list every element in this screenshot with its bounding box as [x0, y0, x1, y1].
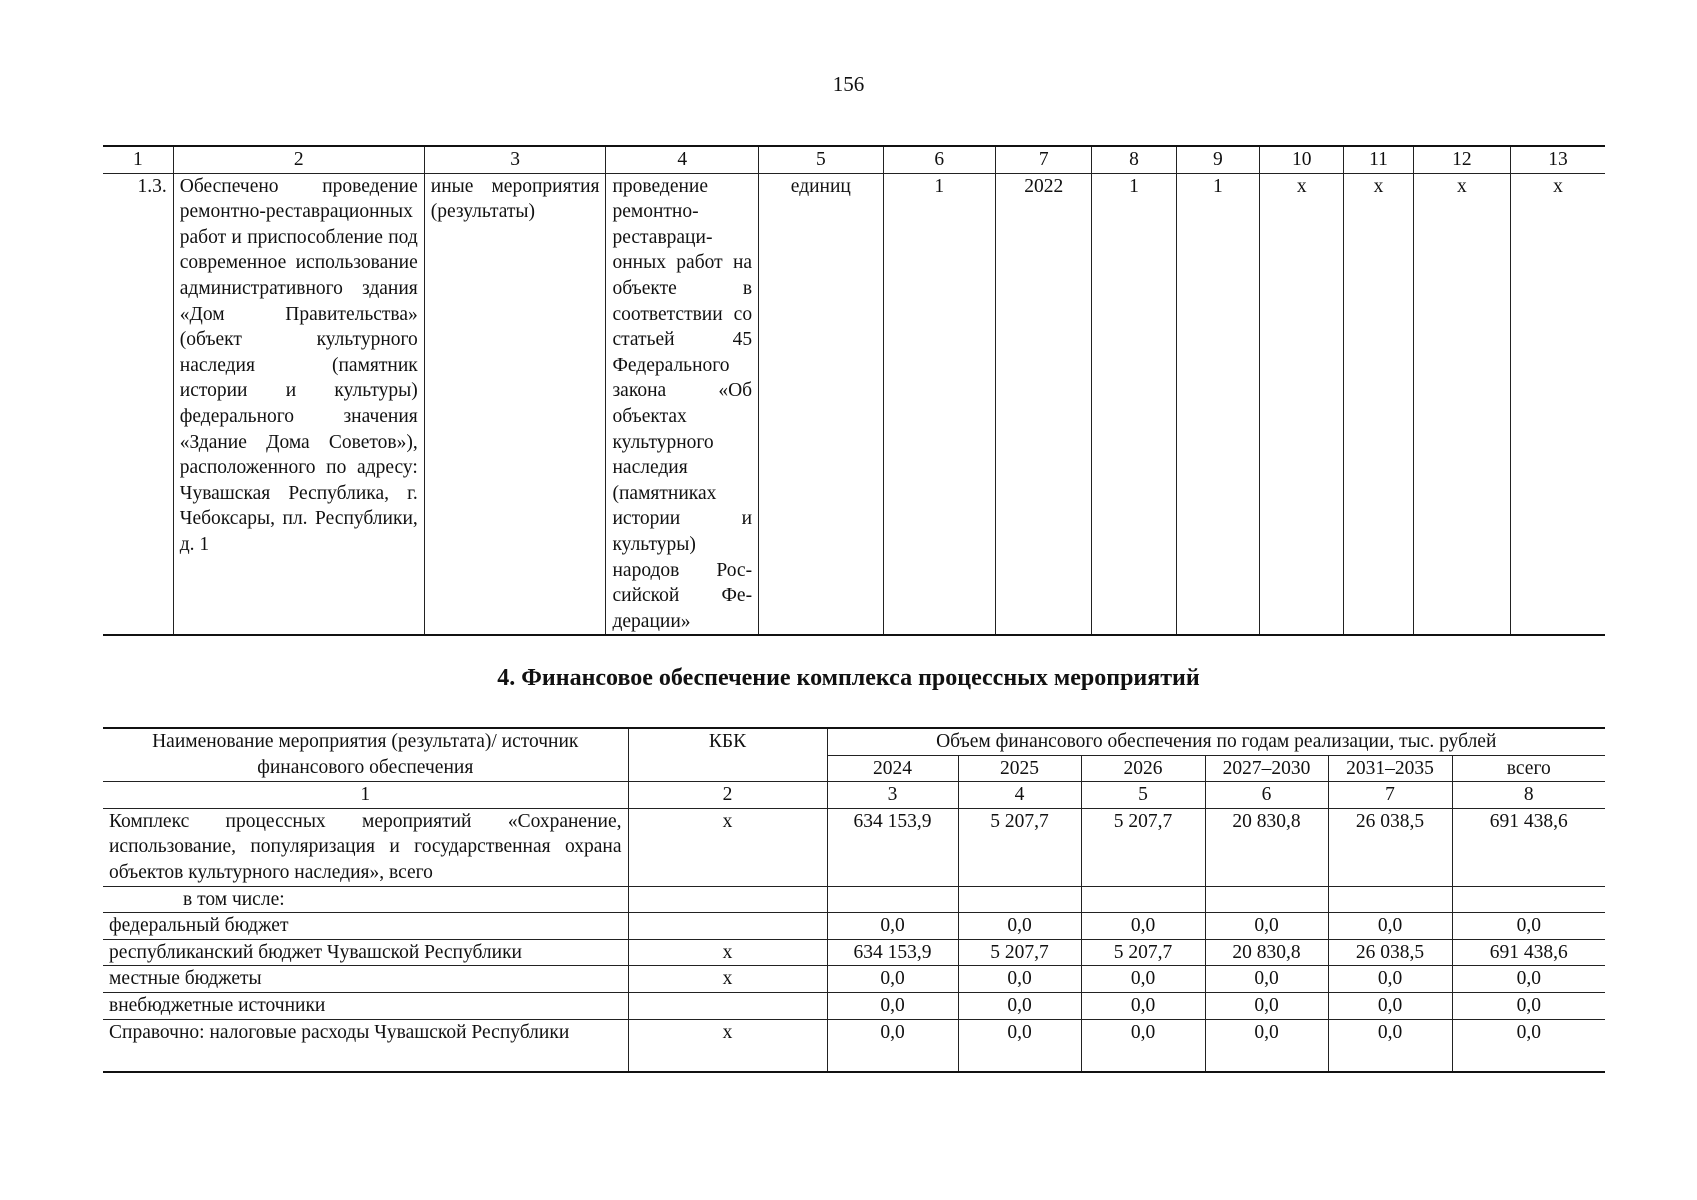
- table-header-row: [103, 728, 1605, 755]
- row-number: 1.3.: [103, 173, 173, 635]
- value-cell: 0,0: [958, 913, 1081, 940]
- header-kbk: КБК: [628, 728, 827, 782]
- col-number: 8: [1092, 146, 1176, 173]
- col-number: 10: [1260, 146, 1344, 173]
- value-cell: 0,0: [1452, 966, 1605, 993]
- col-number: 11: [1344, 146, 1413, 173]
- value-cell: 0,0: [1081, 913, 1205, 940]
- row-kbk: х: [628, 808, 827, 886]
- financing-table: [103, 727, 1605, 1073]
- col-number: 3: [424, 146, 606, 173]
- value-cell: 20 830,8: [1205, 939, 1328, 966]
- col-number: 3: [827, 782, 958, 809]
- value-cell: 0,0: [1328, 992, 1452, 1019]
- year-header: 2025: [958, 755, 1081, 782]
- value-cell: 1: [1176, 173, 1259, 635]
- col-number: 5: [1081, 782, 1205, 809]
- section-title: 4. Финансовое обеспечение комплекса процессных мероприятий: [497, 665, 1200, 691]
- value-cell: 0,0: [1328, 966, 1452, 993]
- value-cell: 0,0: [1205, 1019, 1328, 1072]
- header-volume: Объем финансового обеспечения по годам реализации, тыс. рублей: [827, 728, 1605, 755]
- col-number: 12: [1413, 146, 1510, 173]
- table-row: [103, 886, 1605, 913]
- table-header-row: [103, 146, 1605, 173]
- row-name: федеральный бюджет: [103, 913, 628, 940]
- value-cell: 0,0: [1205, 992, 1328, 1019]
- value-cell: 0,0: [958, 966, 1081, 993]
- row-kbk: [628, 992, 827, 1019]
- value-cell: 0,0: [958, 992, 1081, 1019]
- row-name: Справочно: налоговые расходы Чувашской Республики: [103, 1019, 628, 1072]
- column-numbers-row: [103, 782, 1605, 809]
- value-cell: 634 153,9: [827, 939, 958, 966]
- header-name: Наименование мероприятия (результата)/ источник финансового обеспечения: [103, 728, 628, 782]
- row-kbk: х: [628, 1019, 827, 1072]
- value-cell: 0,0: [1081, 966, 1205, 993]
- value-cell: 0,0: [1328, 913, 1452, 940]
- value-cell: 691 438,6: [1452, 808, 1605, 886]
- value-cell: 634 153,9: [827, 808, 958, 886]
- row-name: местные бюджеты: [103, 966, 628, 993]
- value-cell: [1081, 886, 1205, 913]
- row-name: в том числе:: [103, 886, 628, 913]
- row-kbk: [628, 886, 827, 913]
- value-cell: 26 038,5: [1328, 939, 1452, 966]
- value-cell: 0,0: [1081, 1019, 1205, 1072]
- value-cell: 0,0: [827, 1019, 958, 1072]
- value-cell: 5 207,7: [958, 939, 1081, 966]
- value-cell: 0,0: [827, 992, 958, 1019]
- value-cell: 5 207,7: [1081, 808, 1205, 886]
- value-cell: 0,0: [827, 966, 958, 993]
- row-name: внебюджетные источники: [103, 992, 628, 1019]
- result-name: Обеспечено проведение ремонтно-реставрационных работ и приспособление под современное использование административного здания «Дом Правительства» (объект культурного наследия (памятник истории и культуры) федерального значения «Здание Дома Советов»), расположенного по адресу: Чувашская Республика, г. Чебоксары, пл. Республики, д. 1: [173, 173, 424, 635]
- value-cell: 20 830,8: [1205, 808, 1328, 886]
- value-cell: 0,0: [1452, 913, 1605, 940]
- result-type: иные мероприятия (результаты): [424, 173, 606, 635]
- col-number: 2: [628, 782, 827, 809]
- value-cell: 5 207,7: [1081, 939, 1205, 966]
- col-number: 4: [958, 782, 1081, 809]
- value-cell: 0,0: [1205, 913, 1328, 940]
- table-row: [103, 913, 1605, 940]
- row-kbk: х: [628, 966, 827, 993]
- table-row: [103, 939, 1605, 966]
- year-header: всего: [1452, 755, 1605, 782]
- row-name: республиканский бюджет Чувашской Республики: [103, 939, 628, 966]
- col-number: 13: [1511, 146, 1605, 173]
- col-number: 8: [1452, 782, 1605, 809]
- value-cell: 0,0: [1452, 1019, 1605, 1072]
- page-number: 156: [832, 72, 865, 96]
- value-cell: [1328, 886, 1452, 913]
- col-number: 1: [103, 782, 628, 809]
- value-cell: 0,0: [1081, 992, 1205, 1019]
- value-cell: 0,0: [1205, 966, 1328, 993]
- value-cell: 0,0: [1328, 1019, 1452, 1072]
- value-cell: 1: [1092, 173, 1176, 635]
- col-number: 7: [996, 146, 1092, 173]
- value-cell: [1452, 886, 1605, 913]
- value-cell: [827, 886, 958, 913]
- base-value: 1: [883, 173, 995, 635]
- col-number: 2: [173, 146, 424, 173]
- result-characteristic: проведение ремонтно-реставрационных работ на объекте в соответствии со статьей 45 Федерального закона «Об объектах культурного наследия (памятниках истории и культуры) народов Российской Федерации»: [606, 173, 759, 635]
- value-cell: 0,0: [958, 1019, 1081, 1072]
- value-cell: х: [1511, 173, 1605, 635]
- value-cell: 691 438,6: [1452, 939, 1605, 966]
- col-number: 1: [103, 146, 173, 173]
- year-header: 2024: [827, 755, 958, 782]
- year-header: 2026: [1081, 755, 1205, 782]
- value-cell: 0,0: [1452, 992, 1605, 1019]
- value-cell: х: [1344, 173, 1413, 635]
- value-cell: х: [1260, 173, 1344, 635]
- col-number: 5: [759, 146, 883, 173]
- col-number: 6: [883, 146, 995, 173]
- year-header: 2031–2035: [1328, 755, 1452, 782]
- value-cell: [1205, 886, 1328, 913]
- year-header: 2027–2030: [1205, 755, 1328, 782]
- table-row: [103, 992, 1605, 1019]
- value-cell: 26 038,5: [1328, 808, 1452, 886]
- row-name: Комплекс процессных мероприятий «Сохранение, использование, популяризация и государственная охрана объектов культурного наследия», всего: [103, 808, 628, 886]
- col-number: 7: [1328, 782, 1452, 809]
- table-row: [103, 173, 1605, 635]
- row-kbk: х: [628, 939, 827, 966]
- value-cell: х: [1413, 173, 1510, 635]
- value-cell: 0,0: [827, 913, 958, 940]
- col-number: 9: [1176, 146, 1259, 173]
- unit: единиц: [759, 173, 883, 635]
- table-row: [103, 966, 1605, 993]
- base-year: 2022: [996, 173, 1092, 635]
- col-number: 4: [606, 146, 759, 173]
- table-row: [103, 1019, 1605, 1072]
- table-row: [103, 808, 1605, 886]
- row-kbk: [628, 913, 827, 940]
- value-cell: 5 207,7: [958, 808, 1081, 886]
- indicators-table: [103, 145, 1605, 636]
- col-number: 6: [1205, 782, 1328, 809]
- value-cell: [958, 886, 1081, 913]
